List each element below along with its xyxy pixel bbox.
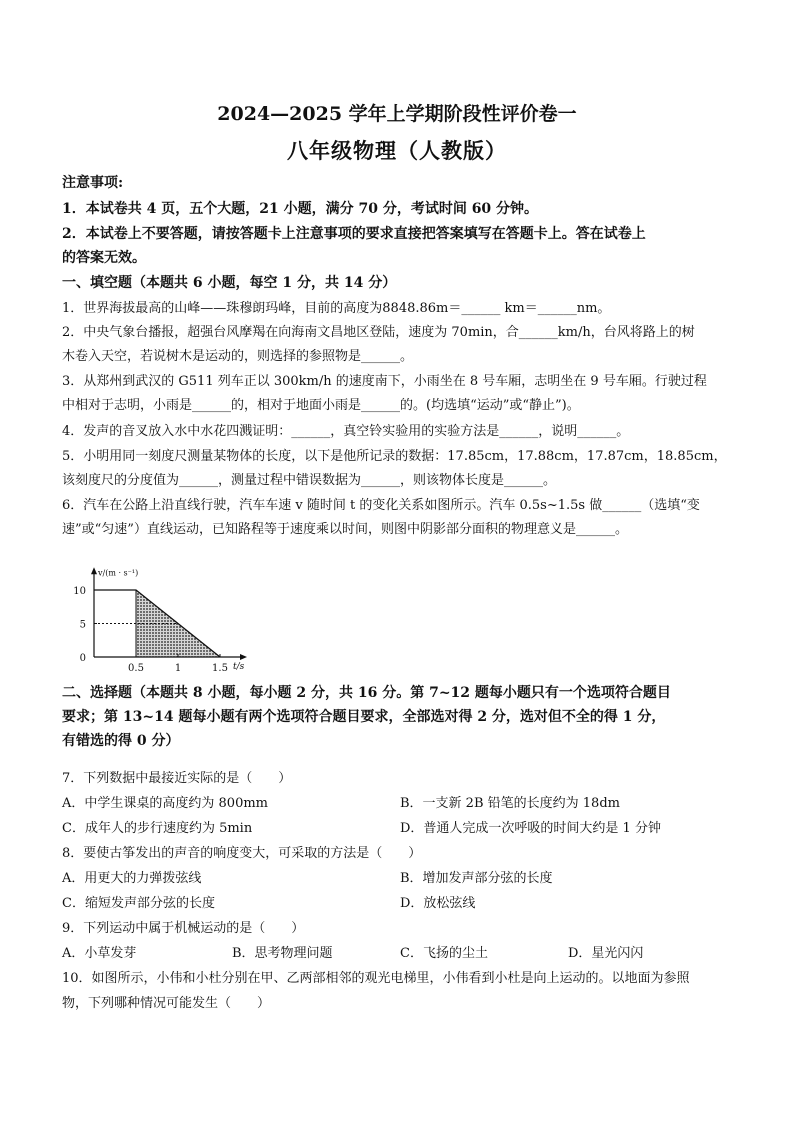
q8-option-d: D．放松弦线 bbox=[400, 896, 476, 911]
question-7: 7．下列数据中最接近实际的是（ ） bbox=[62, 771, 292, 786]
x-tick-label-0: 0.5 bbox=[128, 663, 144, 674]
x-tick-label-2: 1.5 bbox=[212, 663, 228, 674]
notice-item-1: 1．本试卷共 4 页，五个大题，21 小题，满分 70 分，考试时间 60 分钟。 bbox=[62, 201, 539, 217]
q9-option-c: C．飞扬的尘土 bbox=[400, 946, 488, 961]
notice-item-2-line-1: 2．本试卷上不要答题，请按答题卡上注意事项的要求直接把答案填写在答题卡上。答在试卷上 bbox=[62, 226, 646, 242]
section2-heading-line-1: 二、选择题（本题共 8 小题，每小题 2 分，共 16 分。第 7~12 题每小题只有一个选项符合题目 bbox=[62, 685, 671, 701]
question-10-line-1: 10．如图所示，小伟和小杜分别在甲、乙两部相邻的观光电梯里，小伟看到小杜是向上运动的。以地面为参照 bbox=[62, 971, 690, 986]
section2-heading-line-3: 有错选的得 0 分） bbox=[62, 733, 180, 749]
question-3-line-1: 3．从郑州到武汉的 G511 列车正以 300km/h 的速度南下，小雨坐在 8 号车厢，志明坐在 9 号车厢。行驶过程 bbox=[62, 374, 707, 389]
question-2-line-2: 木卷入天空，若说树木是运动的，则选择的参照物是______。 bbox=[62, 349, 414, 364]
q7-option-b: B．一支新 2B 铅笔的长度约为 18dm bbox=[400, 796, 620, 811]
velocity-time-chart bbox=[62, 545, 262, 675]
question-6-line-2: 速”或“匀速”）直线运动，已知路程等于速度乘以时间，则图中阴影部分面积的物理意义是______。 bbox=[62, 522, 628, 537]
x-axis-arrow bbox=[240, 654, 247, 660]
y-tick-label-1: 5 bbox=[79, 619, 86, 631]
question-2-line-1: 2．中央气象台播报，超强台风摩羯在向海南文昌地区登陆，速度为 70min，合______km/h，台风将路上的树 bbox=[62, 325, 695, 340]
question-8: 8．要使古筝发出的声音的响度变大，可采取的方法是（ ） bbox=[62, 846, 422, 861]
question-9: 9．下列运动中属于机械运动的是（ ） bbox=[62, 921, 305, 936]
question-5-line-2: 该刻度尺的分度值为______，测量过程中错误数据为______，则该物体长度是______。 bbox=[62, 473, 557, 488]
x-tick-label-1: 1 bbox=[174, 663, 182, 674]
q7-option-a: A．中学生课桌的高度约为 800mm bbox=[62, 796, 268, 811]
q9-option-b: B．思考物理问题 bbox=[232, 946, 333, 961]
question-4: 4．发声的音叉放入水中水花四溅证明：______，真空铃实验用的实验方法是______，说明______。 bbox=[62, 424, 630, 439]
q7-option-c: C．成年人的步行速度约为 5min bbox=[62, 821, 253, 836]
notice-item-2-line-2: 的答案无效。 bbox=[62, 250, 146, 266]
section1-heading: 一、填空题（本题共 6 小题，每空 1 分，共 14 分） bbox=[62, 275, 397, 291]
exam-subtitle: 八年级物理（人教版） bbox=[287, 138, 507, 163]
q7-option-d: D．普通人完成一次呼吸的时间大约是 1 分钟 bbox=[400, 821, 661, 836]
q8-option-b: B．增加发声部分弦的长度 bbox=[400, 871, 553, 886]
y-axis-label: v/(m · s⁻¹) bbox=[98, 568, 139, 578]
y-tick-label-2: 10 bbox=[73, 586, 86, 597]
y-axis-arrow bbox=[91, 567, 97, 574]
question-1: 1．世界海拔最高的山峰——珠穆朗玛峰，目前的高度为8848.86m＝______ km＝______nm。 bbox=[62, 301, 611, 316]
q9-option-d: D．星光闪闪 bbox=[568, 946, 644, 961]
x-axis-label: t/s bbox=[233, 662, 245, 672]
q9-option-a: A．小草发芽 bbox=[62, 946, 137, 961]
exam-title: 2024—2025 学年上学期阶段性评价卷一 bbox=[217, 103, 577, 125]
q8-option-a: A．用更大的力弹拨弦线 bbox=[62, 871, 202, 886]
question-5-line-1: 5．小明用同一刻度尺测量某物体的长度，以下是他所记录的数据：17.85cm，17.88cm，17.87cm，18.85cm， bbox=[62, 449, 727, 464]
question-3-line-2: 中相对于志明，小雨是______的，相对于地面小雨是______的。(均选填“运动”或“静止”)。 bbox=[62, 398, 580, 413]
question-10-line-2: 物，下列哪种情况可能发生（ ） bbox=[62, 996, 271, 1011]
section2-heading-line-2: 要求；第 13~14 题每小题有两个选项符合题目要求，全部选对得 2 分，选对但不全的得 1 分， bbox=[62, 709, 666, 725]
q8-option-c: C．缩短发声部分弦的长度 bbox=[62, 896, 215, 911]
question-6-line-1: 6．汽车在公路上沿直线行驶，汽车车速 v 随时间 t 的变化关系如图所示。汽车 0.5s~1.5s 做______（选填“变 bbox=[62, 498, 700, 513]
y-tick-label-0: 0 bbox=[79, 653, 86, 664]
notice-heading: 注意事项: bbox=[62, 175, 124, 191]
